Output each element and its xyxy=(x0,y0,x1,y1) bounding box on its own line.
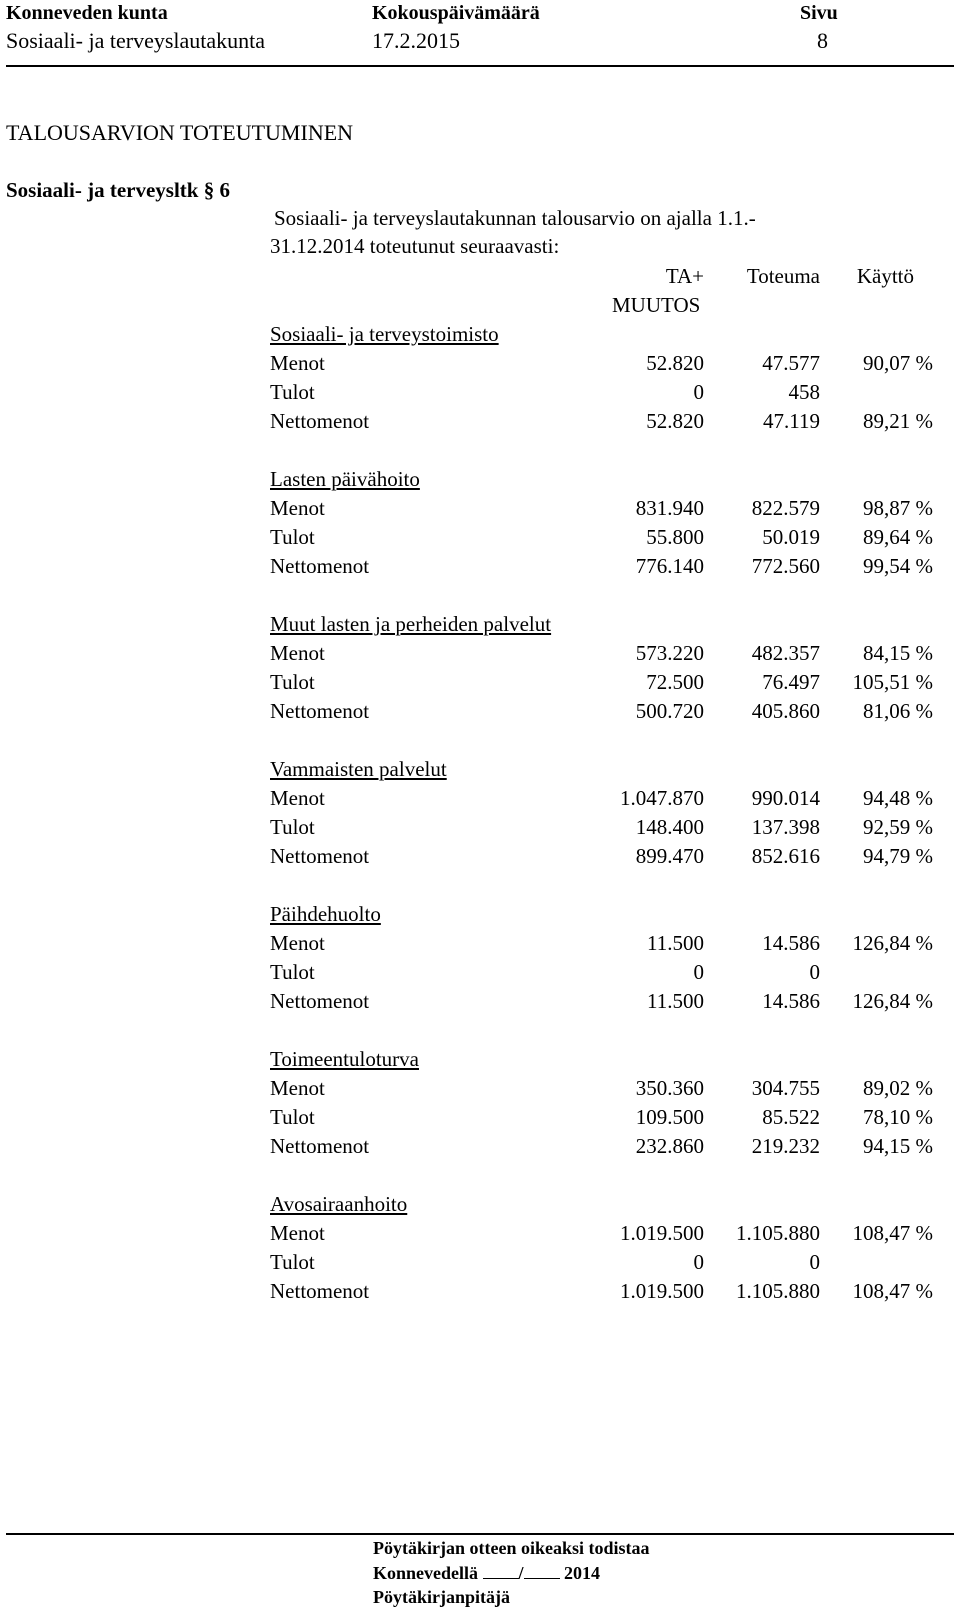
cell-toteuma: 405.860 xyxy=(751,699,820,723)
footer-month-blank xyxy=(524,1564,560,1579)
row-label: Menot xyxy=(270,1221,325,1245)
cell-toteuma: 50.019 xyxy=(762,525,820,549)
cell-ta-muutos: 11.500 xyxy=(647,931,704,955)
row-label: Nettomenot xyxy=(270,989,370,1013)
cell-toteuma: 0 xyxy=(809,1250,820,1274)
row-label: Tulot xyxy=(270,380,315,404)
page-label: Sivu xyxy=(800,2,838,24)
cell-toteuma: 47.577 xyxy=(762,351,820,375)
row-label: Menot xyxy=(270,496,325,520)
cell-kaytto: 81,06 % xyxy=(863,699,933,723)
row-label: Menot xyxy=(270,351,325,375)
cell-ta-muutos: 0 xyxy=(693,960,704,984)
footer-day-blank xyxy=(483,1564,519,1579)
cell-kaytto: 94,79 % xyxy=(863,844,933,868)
cell-toteuma: 1.105.880 xyxy=(736,1221,820,1245)
document-title: TALOUSARVION TOTEUTUMINEN xyxy=(6,120,354,145)
cell-toteuma: 47.119 xyxy=(763,409,820,433)
row-label: Nettomenot xyxy=(270,1134,370,1158)
cell-toteuma: 304.755 xyxy=(751,1076,820,1100)
meeting-date: 17.2.2015 xyxy=(372,28,460,53)
board-name: Sosiaali- ja terveyslautakunta xyxy=(6,28,266,53)
row-label: Tulot xyxy=(270,670,315,694)
cell-toteuma: 772.560 xyxy=(751,554,820,578)
cell-toteuma: 137.398 xyxy=(751,815,820,839)
footer-year: 2014 xyxy=(564,1563,601,1583)
footer-place: Konnevedellä xyxy=(373,1563,479,1583)
footer-place-date xyxy=(373,1563,600,1584)
col-header-toteuma: Toteuma xyxy=(746,264,820,288)
cell-toteuma: 852.616 xyxy=(751,844,820,868)
cell-kaytto: 84,15 % xyxy=(863,641,933,665)
footer-separator: / xyxy=(518,1563,524,1583)
group-heading: Sosiaali- ja terveystoimisto xyxy=(270,322,499,346)
row-label: Tulot xyxy=(270,960,315,984)
row-label: Menot xyxy=(270,641,325,665)
cell-toteuma: 990.014 xyxy=(751,786,820,810)
cell-kaytto: 89,21 % xyxy=(863,409,933,433)
intro-line-2: 31.12.2014 toteutunut seuraavasti: xyxy=(270,234,560,258)
cell-kaytto: 94,15 % xyxy=(863,1134,933,1158)
group-heading: Muut lasten ja perheiden palvelut xyxy=(270,612,552,636)
row-label: Tulot xyxy=(270,525,315,549)
section-heading: Sosiaali- ja terveysltk § 6 xyxy=(6,178,230,202)
row-label: Menot xyxy=(270,1076,325,1100)
cell-ta-muutos: 776.140 xyxy=(635,554,704,578)
cell-toteuma: 1.105.880 xyxy=(736,1279,820,1303)
row-label: Nettomenot xyxy=(270,844,370,868)
footer-certify: Pöytäkirjan otteen oikeaksi todistaa xyxy=(373,1538,650,1558)
header-rule xyxy=(6,65,954,67)
cell-toteuma: 14.586 xyxy=(762,931,820,955)
intro-line-1: Sosiaali- ja terveyslautakunnan talousarvio on ajalla 1.1.- xyxy=(274,206,756,230)
cell-toteuma: 822.579 xyxy=(751,496,820,520)
cell-toteuma: 85.522 xyxy=(762,1105,820,1129)
row-label: Tulot xyxy=(270,1105,315,1129)
cell-toteuma: 219.232 xyxy=(751,1134,820,1158)
cell-ta-muutos: 52.820 xyxy=(646,409,704,433)
row-label: Menot xyxy=(270,786,325,810)
cell-kaytto: 78,10 % xyxy=(863,1105,933,1129)
org-label: Konneveden kunta xyxy=(6,2,168,24)
cell-toteuma: 458 xyxy=(788,380,820,404)
row-label: Nettomenot xyxy=(270,409,370,433)
cell-toteuma: 14.586 xyxy=(762,989,820,1013)
cell-ta-muutos: 831.940 xyxy=(635,496,704,520)
row-label: Tulot xyxy=(270,1250,315,1274)
cell-ta-muutos: 500.720 xyxy=(635,699,704,723)
cell-kaytto: 89,02 % xyxy=(863,1076,933,1100)
row-label: Nettomenot xyxy=(270,554,370,578)
cell-ta-muutos: 0 xyxy=(693,1250,704,1274)
row-label: Menot xyxy=(270,931,325,955)
col-header-ta: TA+ xyxy=(665,264,704,288)
cell-ta-muutos: 11.500 xyxy=(647,989,704,1013)
cell-toteuma: 482.357 xyxy=(751,641,820,665)
cell-ta-muutos: 72.500 xyxy=(646,670,704,694)
col-header-muutos: MUUTOS xyxy=(612,293,701,317)
cell-ta-muutos: 55.800 xyxy=(646,525,704,549)
cell-kaytto: 126,84 % xyxy=(852,931,933,955)
cell-kaytto: 105,51 % xyxy=(852,670,933,694)
group-heading: Päihdehuolto xyxy=(270,902,381,926)
cell-ta-muutos: 1.047.870 xyxy=(620,786,704,810)
cell-ta-muutos: 109.500 xyxy=(635,1105,704,1129)
cell-ta-muutos: 52.820 xyxy=(646,351,704,375)
group-heading: Toimeentuloturva xyxy=(270,1047,419,1071)
cell-kaytto: 98,87 % xyxy=(863,496,933,520)
cell-ta-muutos: 573.220 xyxy=(635,641,704,665)
row-label: Tulot xyxy=(270,815,315,839)
footer-secretary: Pöytäkirjanpitäjä xyxy=(373,1587,510,1607)
cell-kaytto: 99,54 % xyxy=(863,554,933,578)
row-label: Nettomenot xyxy=(270,1279,370,1303)
row-label: Nettomenot xyxy=(270,699,370,723)
cell-ta-muutos: 1.019.500 xyxy=(620,1221,704,1245)
group-heading: Lasten päivähoito xyxy=(270,467,420,491)
cell-ta-muutos: 0 xyxy=(693,380,704,404)
group-heading: Avosairaanhoito xyxy=(270,1192,408,1216)
cell-ta-muutos: 148.400 xyxy=(635,815,704,839)
cell-ta-muutos: 1.019.500 xyxy=(620,1279,704,1303)
cell-kaytto: 108,47 % xyxy=(852,1221,933,1245)
group-heading: Vammaisten palvelut xyxy=(270,757,447,781)
cell-toteuma: 0 xyxy=(809,960,820,984)
cell-kaytto: 92,59 % xyxy=(863,815,933,839)
cell-kaytto: 126,84 % xyxy=(852,989,933,1013)
cell-kaytto: 94,48 % xyxy=(863,786,933,810)
cell-ta-muutos: 899.470 xyxy=(635,844,704,868)
cell-toteuma: 76.497 xyxy=(762,670,820,694)
cell-ta-muutos: 350.360 xyxy=(635,1076,704,1100)
col-header-kaytto: Käyttö xyxy=(856,264,914,288)
cell-kaytto: 89,64 % xyxy=(863,525,933,549)
footer-rule xyxy=(6,1533,954,1535)
date-label: Kokouspäivämäärä xyxy=(372,2,540,24)
cell-kaytto: 108,47 % xyxy=(852,1279,933,1303)
cell-ta-muutos: 232.860 xyxy=(635,1134,704,1158)
cell-kaytto: 90,07 % xyxy=(863,351,933,375)
page-number: 8 xyxy=(817,28,828,53)
